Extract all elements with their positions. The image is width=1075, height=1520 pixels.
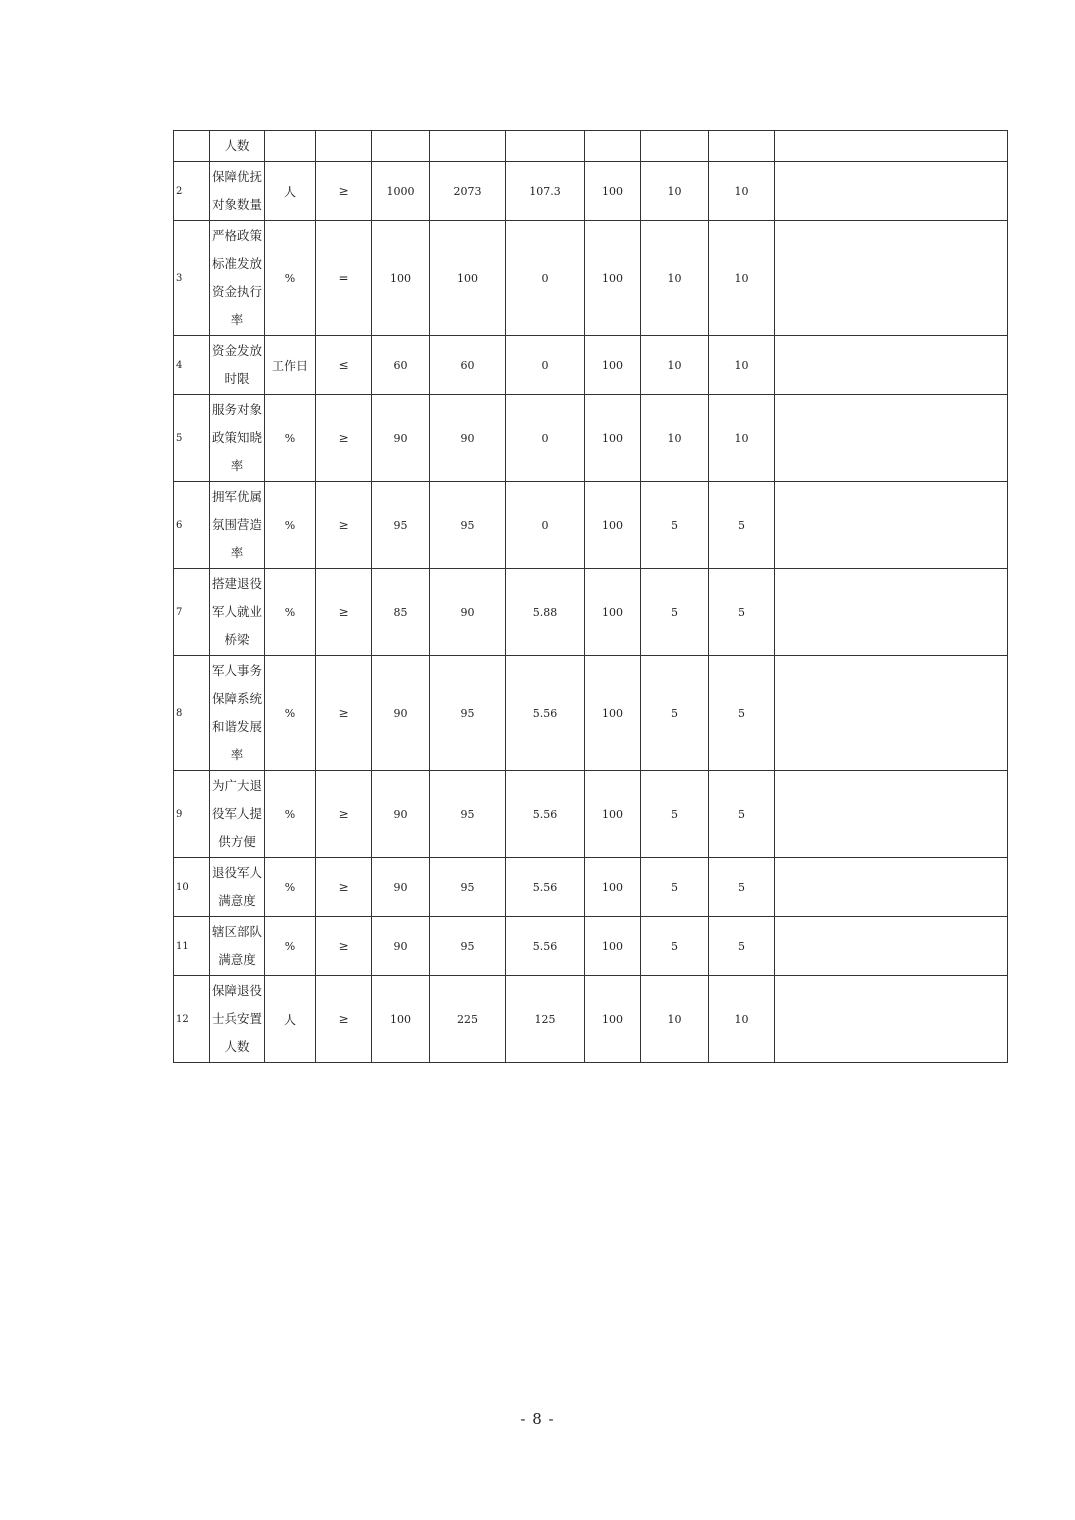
score-cell: 10 xyxy=(641,976,709,1063)
unit-cell xyxy=(265,131,316,162)
indicator-name-line: 退役军人 xyxy=(211,865,262,880)
actual-score-cell: 10 xyxy=(709,336,775,395)
indicator-name-cell xyxy=(210,771,265,858)
full-score-cell: 100 xyxy=(585,858,641,917)
table-row xyxy=(174,162,1008,221)
operator-cell: ≥ xyxy=(316,162,372,221)
indicator-name-cell xyxy=(210,569,265,656)
target-value-cell: 90 xyxy=(372,771,430,858)
actual-score-cell: 10 xyxy=(709,395,775,482)
row-number-cell: 3 xyxy=(174,221,210,336)
indicator-name-line: 为广大退 xyxy=(211,778,262,793)
indicator-name-line: 辖区部队 xyxy=(211,924,262,939)
table-row xyxy=(174,569,1008,656)
deviation-cell: 5.56 xyxy=(506,917,585,976)
deviation-cell: 107.3 xyxy=(506,162,585,221)
indicator-name-line: 保障退役 xyxy=(211,983,262,998)
row-number-cell: 5 xyxy=(174,395,210,482)
operator-cell: ≥ xyxy=(316,976,372,1063)
target-value-cell: 100 xyxy=(372,976,430,1063)
unit-cell: % xyxy=(265,569,316,656)
indicator-name-line: 人数 xyxy=(224,138,250,153)
unit-cell: % xyxy=(265,656,316,771)
target-value-cell: 90 xyxy=(372,656,430,771)
actual-score-cell: 5 xyxy=(709,482,775,569)
score-cell: 10 xyxy=(641,336,709,395)
target-value-cell: 100 xyxy=(372,221,430,336)
score-cell: 5 xyxy=(641,569,709,656)
indicator-name-line: 服务对象 xyxy=(211,402,262,417)
indicator-name-line: 率 xyxy=(230,312,244,327)
score-cell: 10 xyxy=(641,221,709,336)
full-score-cell: 100 xyxy=(585,482,641,569)
operator-cell: ≥ xyxy=(316,858,372,917)
score-cell: 5 xyxy=(641,482,709,569)
actual-score-cell: 5 xyxy=(709,858,775,917)
note-cell xyxy=(775,221,1008,336)
indicator-name-line: 时限 xyxy=(224,371,250,386)
actual-value-cell: 95 xyxy=(430,771,506,858)
deviation-cell: 5.56 xyxy=(506,656,585,771)
indicator-name-cell xyxy=(210,976,265,1063)
indicator-name-line: 保障系统 xyxy=(211,691,262,706)
note-cell xyxy=(775,482,1008,569)
row-number-cell: 12 xyxy=(174,976,210,1063)
indicator-name-line: 严格政策 xyxy=(211,228,262,243)
actual-score-cell: 5 xyxy=(709,917,775,976)
actual-value-cell xyxy=(430,131,506,162)
deviation-cell: 0 xyxy=(506,336,585,395)
operator-cell: ≥ xyxy=(316,771,372,858)
deviation-cell: 5.88 xyxy=(506,569,585,656)
target-value-cell xyxy=(372,131,430,162)
actual-score-cell: 10 xyxy=(709,221,775,336)
note-cell xyxy=(775,858,1008,917)
actual-score-cell xyxy=(709,131,775,162)
deviation-cell: 0 xyxy=(506,395,585,482)
indicator-name-line: 军人事务 xyxy=(211,663,262,678)
indicator-name-line: 军人就业 xyxy=(211,604,262,619)
table-row xyxy=(174,858,1008,917)
note-cell xyxy=(775,917,1008,976)
full-score-cell: 100 xyxy=(585,917,641,976)
note-cell xyxy=(775,656,1008,771)
indicator-name-line: 人数 xyxy=(224,1039,250,1054)
indicator-name-line: 标准发放 xyxy=(211,256,262,271)
target-value-cell: 60 xyxy=(372,336,430,395)
indicator-name-line: 和谐发展 xyxy=(211,719,262,734)
table-row xyxy=(174,771,1008,858)
full-score-cell: 100 xyxy=(585,771,641,858)
row-number-cell: 10 xyxy=(174,858,210,917)
deviation-cell: 125 xyxy=(506,976,585,1063)
actual-score-cell: 5 xyxy=(709,656,775,771)
deviation-cell xyxy=(506,131,585,162)
indicator-name-line: 资金发放 xyxy=(211,343,262,358)
indicator-name-line: 满意度 xyxy=(218,952,256,967)
indicator-name-line: 氛围营造 xyxy=(211,517,262,532)
operator-cell xyxy=(316,131,372,162)
full-score-cell: 100 xyxy=(585,336,641,395)
table-row xyxy=(174,917,1008,976)
note-cell xyxy=(775,162,1008,221)
actual-value-cell: 95 xyxy=(430,656,506,771)
unit-cell: % xyxy=(265,395,316,482)
unit-cell: % xyxy=(265,482,316,569)
note-cell xyxy=(775,569,1008,656)
actual-value-cell: 95 xyxy=(430,917,506,976)
full-score-cell: 100 xyxy=(585,569,641,656)
indicator-name-line: 资金执行 xyxy=(211,284,262,299)
indicator-name-cell xyxy=(210,336,265,395)
indicator-name-line: 率 xyxy=(230,545,244,560)
deviation-cell: 5.56 xyxy=(506,858,585,917)
operator-cell: ≥ xyxy=(316,569,372,656)
target-value-cell: 95 xyxy=(372,482,430,569)
full-score-cell xyxy=(585,131,641,162)
indicator-name-cell xyxy=(210,656,265,771)
note-cell xyxy=(775,395,1008,482)
unit-cell: % xyxy=(265,917,316,976)
note-cell xyxy=(775,976,1008,1063)
operator-cell: = xyxy=(316,221,372,336)
row-number-cell: 6 xyxy=(174,482,210,569)
indicator-name-line: 役军人提 xyxy=(211,806,262,821)
score-cell: 10 xyxy=(641,162,709,221)
row-number-cell: 4 xyxy=(174,336,210,395)
target-value-cell: 85 xyxy=(372,569,430,656)
actual-value-cell: 95 xyxy=(430,482,506,569)
indicator-name-line: 政策知晓 xyxy=(211,430,262,445)
deviation-cell: 5.56 xyxy=(506,771,585,858)
actual-value-cell: 90 xyxy=(430,395,506,482)
indicator-name-line: 率 xyxy=(230,458,244,473)
actual-score-cell: 10 xyxy=(709,162,775,221)
row-number-cell: 7 xyxy=(174,569,210,656)
unit-cell: 人 xyxy=(265,976,316,1063)
full-score-cell: 100 xyxy=(585,395,641,482)
row-number-cell: 2 xyxy=(174,162,210,221)
indicator-name-line: 搭建退役 xyxy=(211,576,262,591)
row-number-cell: 8 xyxy=(174,656,210,771)
table-row xyxy=(174,221,1008,336)
actual-score-cell: 5 xyxy=(709,771,775,858)
indicator-name-cell xyxy=(210,221,265,336)
indicator-name-line: 保障优抚 xyxy=(211,169,262,184)
indicator-name-cell xyxy=(210,162,265,221)
full-score-cell: 100 xyxy=(585,162,641,221)
table-row xyxy=(174,482,1008,569)
unit-cell: 人 xyxy=(265,162,316,221)
row-number-cell: 11 xyxy=(174,917,210,976)
actual-value-cell: 90 xyxy=(430,569,506,656)
row-number-cell: 9 xyxy=(174,771,210,858)
deviation-cell: 0 xyxy=(506,221,585,336)
score-cell: 5 xyxy=(641,656,709,771)
unit-cell: % xyxy=(265,858,316,917)
actual-value-cell: 95 xyxy=(430,858,506,917)
row-number-cell xyxy=(174,131,210,162)
deviation-cell: 0 xyxy=(506,482,585,569)
score-cell xyxy=(641,131,709,162)
performance-indicator-table xyxy=(173,130,1008,1063)
indicator-name-line: 率 xyxy=(230,747,244,762)
indicator-name-line: 士兵安置 xyxy=(211,1011,262,1026)
operator-cell: ≥ xyxy=(316,395,372,482)
actual-value-cell: 100 xyxy=(430,221,506,336)
indicator-name-cell xyxy=(210,395,265,482)
indicator-name-cell xyxy=(210,131,265,162)
target-value-cell: 90 xyxy=(372,858,430,917)
unit-cell: % xyxy=(265,771,316,858)
full-score-cell: 100 xyxy=(585,221,641,336)
actual-value-cell: 225 xyxy=(430,976,506,1063)
indicator-name-line: 桥梁 xyxy=(224,632,250,647)
table-row xyxy=(174,131,1008,162)
table-row xyxy=(174,976,1008,1063)
indicator-name-cell xyxy=(210,858,265,917)
unit-cell: 工作日 xyxy=(265,336,316,395)
score-cell: 5 xyxy=(641,917,709,976)
table-row xyxy=(174,336,1008,395)
target-value-cell: 1000 xyxy=(372,162,430,221)
full-score-cell: 100 xyxy=(585,976,641,1063)
table-row xyxy=(174,395,1008,482)
unit-cell: % xyxy=(265,221,316,336)
page-number: - 8 - xyxy=(520,1410,555,1428)
score-cell: 5 xyxy=(641,858,709,917)
note-cell xyxy=(775,131,1008,162)
actual-value-cell: 2073 xyxy=(430,162,506,221)
indicator-name-line: 供方便 xyxy=(218,834,256,849)
score-cell: 5 xyxy=(641,771,709,858)
actual-value-cell: 60 xyxy=(430,336,506,395)
indicator-name-line: 拥军优属 xyxy=(211,489,262,504)
note-cell xyxy=(775,771,1008,858)
target-value-cell: 90 xyxy=(372,917,430,976)
actual-score-cell: 10 xyxy=(709,976,775,1063)
score-cell: 10 xyxy=(641,395,709,482)
indicator-name-cell xyxy=(210,482,265,569)
actual-score-cell: 5 xyxy=(709,569,775,656)
indicator-name-cell xyxy=(210,917,265,976)
operator-cell: ≥ xyxy=(316,656,372,771)
indicator-name-line: 对象数量 xyxy=(211,197,262,212)
operator-cell: ≤ xyxy=(316,336,372,395)
table-body xyxy=(174,131,1008,1063)
indicator-name-line: 满意度 xyxy=(218,893,256,908)
operator-cell: ≥ xyxy=(316,917,372,976)
target-value-cell: 90 xyxy=(372,395,430,482)
operator-cell: ≥ xyxy=(316,482,372,569)
full-score-cell: 100 xyxy=(585,656,641,771)
table-row xyxy=(174,656,1008,771)
note-cell xyxy=(775,336,1008,395)
